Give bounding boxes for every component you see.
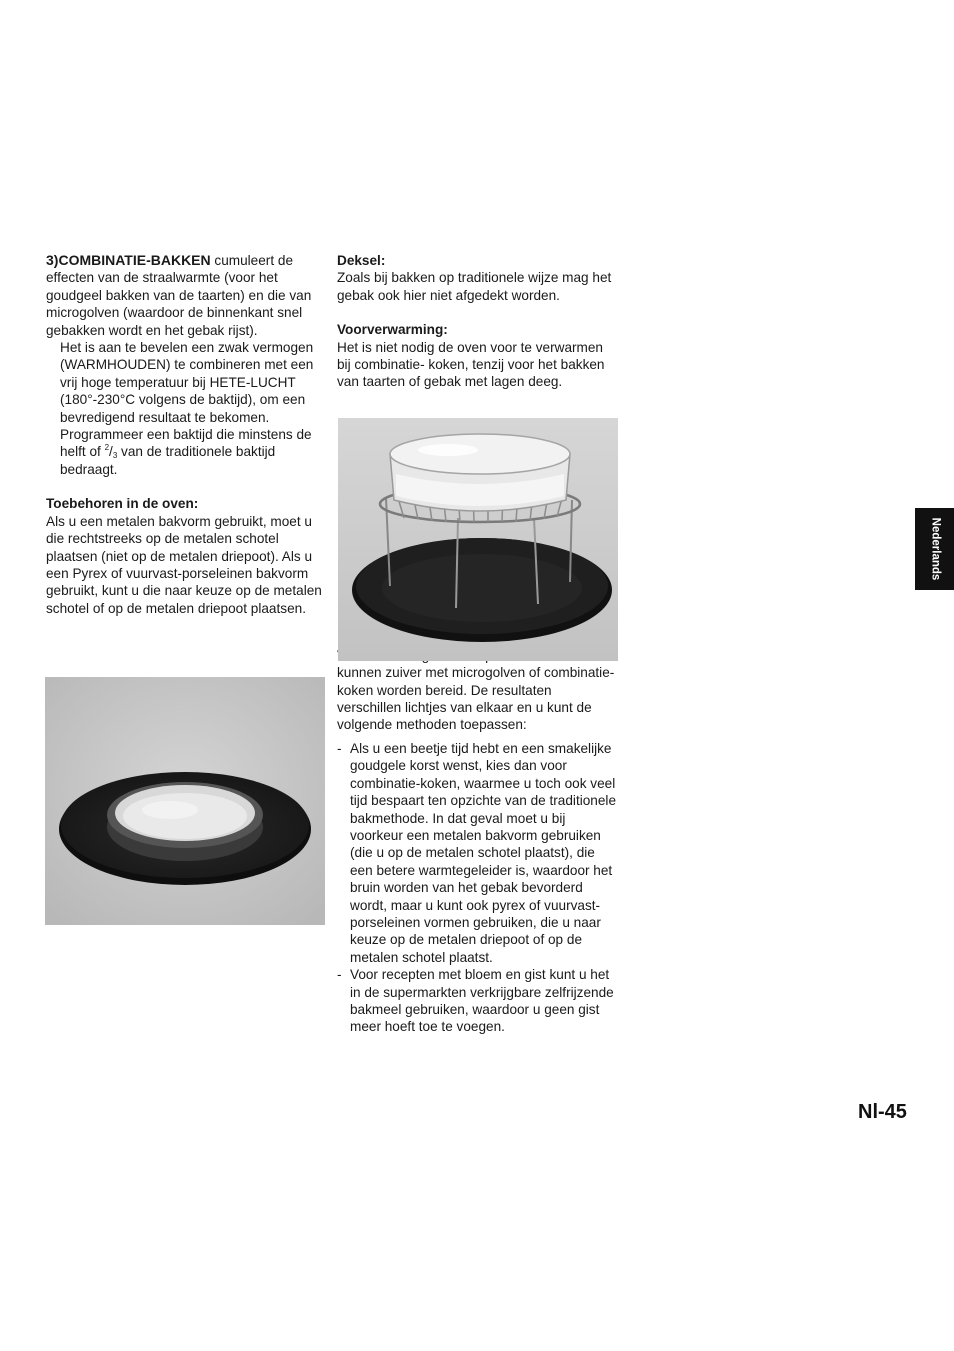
spacer [46,478,328,495]
accessories-heading: Toebehoren in de oven: [46,496,199,512]
lid-text: Zoals bij bakken op traditionele wijze mag het gebak ook hier niet afgedekt worden. [337,270,612,303]
preheat-text: Het is niet nodig de oven voor te verwarmen bij combinatie- koken, tenzij voor het bakken van taarten of gebak met lagen deeg. [337,339,605,390]
lid-heading: Deksel: [337,253,386,268]
item-paragraph-2 [46,339,328,478]
recipes-text: kunnen zuiver met microgolven of combinatie-koken worden bereid. De resultaten verschillen lichtjes van elkaar en u kunt de volgende methoden toepassen: [337,665,615,733]
fraction-numerator: 2 [104,443,110,453]
item-text-2: Het is aan te bevelen een zwak vermogen (WARMHOUDEN) te combineren met een vrij hoge temperatuur bij HETE-LUCHT (180°-230°C volgens de baktijd), om een bevredigend resultaat te bekomen. Programmeer een baktijd die minstens de helft of [60,340,314,460]
combination-baking-paragraph [46,252,328,339]
language-tab [915,508,954,590]
item-number: 3) [46,252,59,268]
item-text-3: van de traditionele baktijd bedraagt. [60,444,276,477]
dish-on-rack-illustration [338,418,618,661]
list-item [337,966,619,1036]
spacer [337,304,619,321]
left-column [46,252,328,617]
page-number: Nl-45 [858,1101,907,1123]
language-tab-label: Nederlands [929,517,942,581]
fraction-denominator: 3 [112,451,118,461]
list-item-text: Voor recepten met bloem en gist kunt u het in de supermarkten verkrijgbare zelfrijzende bakmeel gebruiken, waardoor u geen gist meer hoeft toe te voegen. [350,967,614,1035]
method-list [337,740,619,1036]
accessories-text: Als u een metalen bakvorm gebruikt, moet u die rechtstreeks op de metalen schotel plaatsen (niet op de metalen driepoot). Als u een Pyrex of vuurvast-porseleinen bakvorm gebruikt, kunt u die naar keuze op de metalen schotel of op de metalen driepoot plaatsen. [46,513,322,616]
photo-dish-on-plate [45,677,325,925]
list-item [337,740,619,966]
item-text-1: cumuleert de effecten van de straalwarmte (voor het goudgeel bakken van de taarten) en die van microgolven (waardoor de binnenkant snel gebakken wordt en het gebak rijst). [46,253,312,338]
fraction-separator: / [109,444,113,460]
list-dash: - [337,740,342,756]
item-title: COMBINATIE-BAKKEN [58,252,211,268]
photo-dish-on-rack [338,418,618,661]
list-item-text: Als u een beetje tijd hebt en een smakelijke goudgele korst wenst, kies dan voor combinatie-koken, waarmee u toch ook veel tijd bespaart ten opzichte van de traditionele bakmethode. In dat geval moet u bij voorkeur een metalen bakvorm gebruiken (die u op de metalen schotel plaatst), die een betere warmtegeleider is, waardoor het bruin worden van het gebak bevorderd wordt, maar u kunt ook pyrex of vuurvast-porseleinen vormen gebruiken, die u naar keuze op de metalen driepoot of op de metalen schotel plaatst. [350,740,617,965]
preheat-heading: Voorverwarming: [337,322,448,338]
dish-on-plate-illustration [45,677,325,925]
list-dash: - [337,967,342,983]
